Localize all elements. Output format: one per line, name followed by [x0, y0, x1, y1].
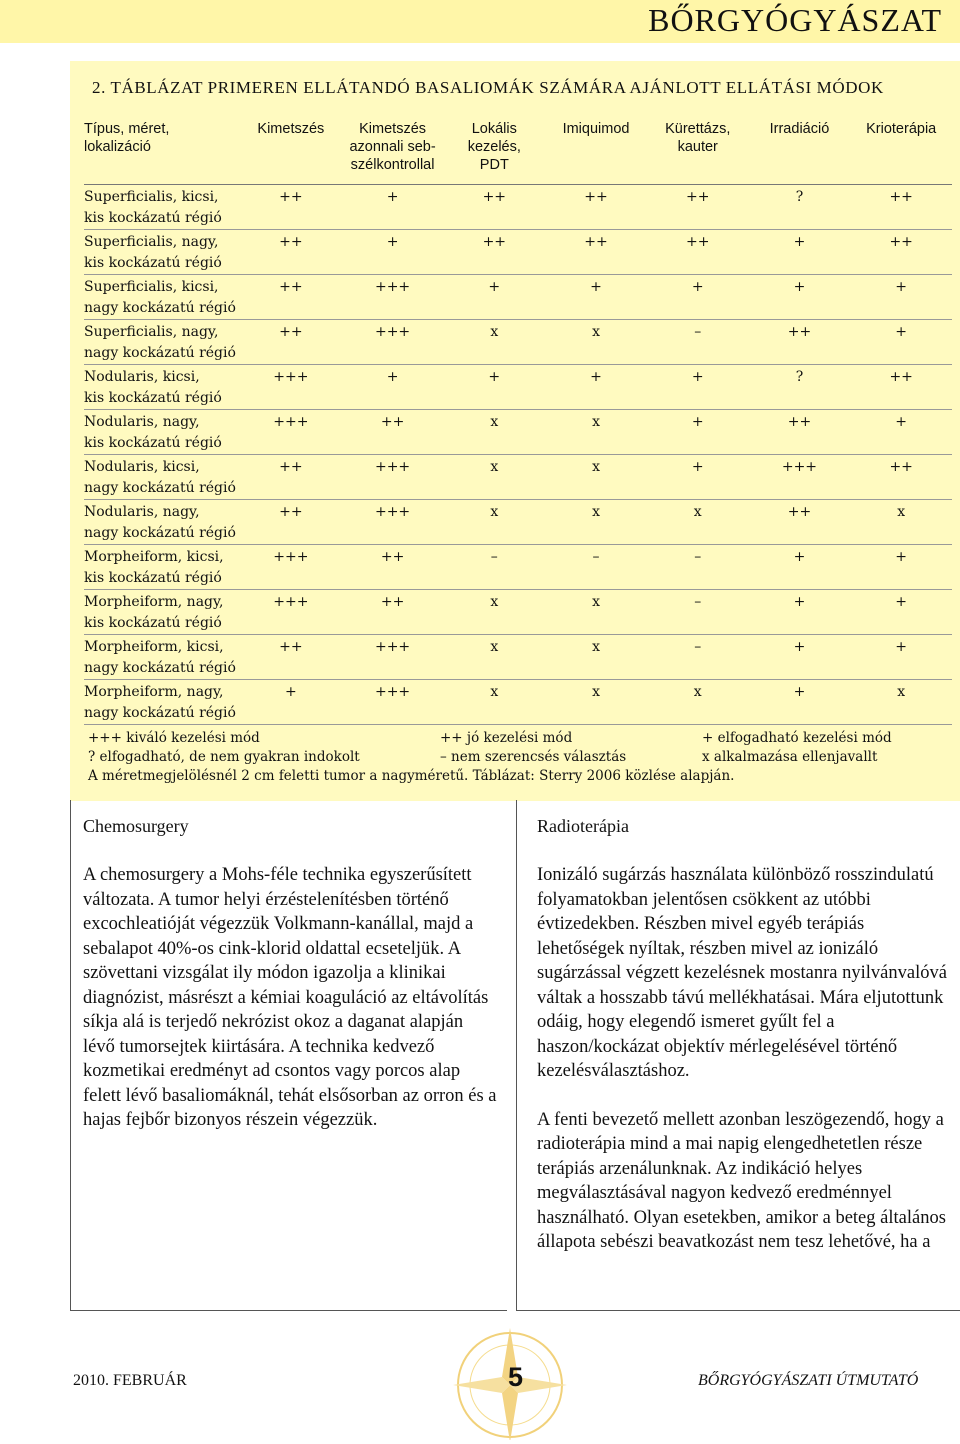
rating-cell: x [592, 414, 600, 430]
rating-cell: ++ [787, 414, 812, 430]
rating-cell: x [592, 639, 600, 655]
rating-cell: + [793, 594, 806, 610]
row-label: Superficialis, nagy, nagy kockázatú régió [84, 324, 236, 361]
rating-cell: x [592, 684, 600, 700]
rating-cell: – [490, 549, 498, 565]
table-row [84, 185, 952, 230]
row-label: Nodularis, nagy, nagy kockázatú régió [84, 504, 236, 541]
rating-cell: ++ [279, 639, 303, 655]
rating-cell: x [490, 504, 499, 520]
row-label: Superficialis, kicsi, kis kockázatú régió [84, 189, 222, 226]
rating-cell: + [895, 414, 908, 430]
page-number: 5 [508, 1362, 524, 1392]
rating-cell: x [592, 459, 600, 475]
rating-cell: x [490, 594, 499, 610]
rating-cell: + [895, 594, 908, 610]
rating-cell: +++ [374, 279, 411, 295]
rating-cell: +++ [374, 504, 411, 520]
rating-cell: x [490, 414, 499, 430]
row-label: Superficialis, kicsi, nagy kockázatú régió [84, 279, 236, 316]
legend-unfavorable: – nem szerencsés választás [440, 749, 627, 765]
rating-cell: x [693, 684, 702, 700]
rating-cell: +++ [374, 459, 411, 475]
rating-cell: + [691, 279, 704, 295]
rating-cell: +++ [273, 549, 309, 565]
column-header: Lokális kezelés, PDT [467, 121, 521, 173]
rating-cell: x [490, 459, 499, 475]
rating-cell: ++ [686, 189, 710, 205]
legend-questionable: ? elfogadható, de nem gyakran indokolt [88, 749, 360, 765]
table-note: A méretmegjelölésnél 2 cm feletti tumor a nagyméretű. Táblázat: Sterry 2006 közlése alapján. [88, 768, 735, 784]
radiotherapy-paragraph-2: A fenti bevezető mellett azonban leszögezendő, hogy a radioterápia mind a mai napig elengedhetetlen része terápiás arzenálunknak. Az indikáció helyes megválasztásával nagyon kedvező eredménnyel használható. Olyan esetekben, amikor a beteg általános állapota sebészi beavatkozást nem tesz lehetővé, ha a [537, 1109, 946, 1252]
rating-cell: ++ [482, 234, 507, 250]
rating-cell: ++ [279, 459, 303, 475]
table-row [84, 545, 952, 590]
rating-cell: + [590, 369, 602, 385]
rating-cell: + [386, 189, 399, 205]
rating-cell: ++ [686, 234, 710, 250]
rating-cell: – [694, 639, 702, 655]
rating-cell: ++ [279, 324, 303, 340]
rating-cell: + [895, 324, 908, 340]
rating-cell: x [897, 504, 906, 520]
rating-cell: ++ [889, 369, 913, 385]
table-row [84, 590, 952, 635]
column-header: Irradiáció [769, 121, 830, 137]
legend-excellent: +++ kiváló kezelési mód [88, 730, 260, 746]
rating-cell: x [490, 324, 499, 340]
header-bar [0, 0, 960, 43]
rating-cell: +++ [374, 324, 411, 340]
rating-cell: + [793, 549, 806, 565]
rating-cell: + [895, 639, 908, 655]
rating-cell: x [897, 684, 906, 700]
rating-cell: – [694, 549, 702, 565]
rating-cell: + [793, 639, 806, 655]
rating-cell: x [490, 684, 499, 700]
rating-cell: + [691, 369, 704, 385]
rating-cell: +++ [273, 369, 309, 385]
row-label: Nodularis, kicsi, kis kockázatú régió [84, 369, 222, 406]
rating-cell: + [691, 414, 704, 430]
rating-cell: ++ [889, 459, 913, 475]
table-legend [88, 730, 948, 787]
rating-cell: – [694, 324, 702, 340]
rating-cell: ? [795, 369, 804, 385]
rating-cell: ? [795, 189, 804, 205]
rating-cell: ++ [279, 279, 303, 295]
table-row [84, 230, 952, 275]
rating-cell: +++ [374, 639, 411, 655]
table-row [84, 275, 952, 320]
rating-cell: ++ [380, 414, 405, 430]
column-header: Krioterápia [866, 121, 937, 137]
issue-date: 2010. FEBRUÁR [73, 1372, 187, 1389]
table-header-row [84, 120, 952, 185]
rating-cell: + [793, 234, 806, 250]
radiotherapy-paragraph-1: Ionizáló sugárzás használata különböző rosszindulatú folyamatokban jelentősen csökkent az utóbbi évtizedekben. Részben mivel egyéb terápiás lehetőségek nyíltak, részben mivel az ionizáló sugárzással végzett kezelésnek mostanra nyilvánvalóvá váltak a hosszabb távú mellékhatásai. Mára eljutottunk odáig, hogy elegendő ismeret gyűlt fel a haszon/kockázat objektív mérlegelésével történő kezelésválasztáshoz. [537, 865, 947, 1081]
row-label: Nodularis, kicsi, nagy kockázatú régió [84, 459, 236, 496]
legend-contraindicated: x alkalmazása ellenjavallt [702, 749, 878, 765]
rating-cell: + [895, 279, 908, 295]
rating-cell: +++ [374, 684, 411, 700]
publication-name: BŐRGYÓGYÁSZATI ÚTMUTATÓ [698, 1372, 919, 1389]
rating-cell: – [592, 549, 600, 565]
row-label: Superficialis, nagy, kis kockázatú régió [84, 234, 222, 271]
rating-cell: ++ [787, 324, 812, 340]
row-label: Morpheiform, nagy, nagy kockázatú régió [84, 684, 236, 721]
table-row [84, 635, 952, 680]
column-header: Típus, méret, lokalizáció [84, 121, 170, 155]
rating-cell: x [592, 594, 600, 610]
rating-cell: ++ [889, 189, 913, 205]
rating-cell: x [490, 639, 499, 655]
rating-cell: + [590, 279, 602, 295]
rating-cell: ++ [279, 234, 303, 250]
rating-cell: ++ [380, 594, 405, 610]
rating-cell: + [386, 369, 399, 385]
rating-cell: ++ [482, 189, 507, 205]
table-row [84, 500, 952, 545]
rating-cell: ++ [584, 189, 608, 205]
chemosurgery-title: Chemosurgery [83, 816, 189, 836]
rating-cell: + [386, 234, 399, 250]
rating-cell: +++ [781, 459, 818, 475]
row-label: Nodularis, nagy, kis kockázatú régió [84, 414, 222, 451]
rating-cell: ++ [889, 234, 913, 250]
table-row [84, 410, 952, 455]
column-header: Kürettázs, kauter [665, 121, 731, 155]
rating-cell: + [793, 279, 806, 295]
table-row [84, 455, 952, 500]
column-header: Kimetszés [257, 121, 325, 137]
rating-cell: ++ [584, 234, 608, 250]
rating-cell: ++ [279, 504, 303, 520]
rating-cell: + [488, 279, 501, 295]
rating-cell: x [592, 504, 600, 520]
rating-cell: ++ [787, 504, 812, 520]
radiotherapy-title: Radioterápia [537, 816, 629, 836]
table-row [84, 320, 952, 365]
legend-good: ++ jó kezelési mód [440, 730, 573, 746]
rating-cell: +++ [273, 594, 309, 610]
chemosurgery-text: A chemosurgery a Mohs-féle technika egyszerűsített változata. A tumor helyi érzéstelenítésben történő excochleatióját végezzük Volkmann-kanállal, majd a sebalapot 40%-os cink-klorid oldattal ecseteljük. A szövettani vizsgálat ily módon igazolja a klinikai diagnózist, másrészt a kémiai koaguláció az eltávolítás síkja alá is terjedő nekrózist okoz a daganat alapján lévő tumorsejtek kiirtására. A technika kedvező kozmetikai eredményt ad csontos vagy porcos alap felett lévő basaliomáknál, tehát elsősorban az orron és a hajas fejbőr bizonyos részein végezzük. [83, 865, 497, 1130]
rating-cell: + [488, 369, 501, 385]
rating-cell: + [284, 684, 297, 700]
column-header: Imiquimod [562, 121, 630, 137]
table-row [84, 365, 952, 410]
rating-cell: x [693, 504, 702, 520]
rating-cell: + [793, 684, 806, 700]
column-header: Kimetszés azonnali seb- szélkontrollal [349, 121, 436, 173]
rating-cell: ++ [279, 189, 303, 205]
row-label: Morpheiform, nagy, kis kockázatú régió [84, 594, 224, 631]
radiotherapy-text [537, 863, 952, 1279]
rating-cell: ++ [380, 549, 405, 565]
table-row [84, 680, 952, 725]
legend-acceptable: + elfogadható kezelési mód [702, 730, 892, 746]
rating-cell: +++ [273, 414, 309, 430]
rating-cell: – [694, 594, 702, 610]
row-label: Morpheiform, kicsi, kis kockázatú régió [84, 549, 224, 586]
table-title: 2. TÁBLÁZAT PRIMEREN ELLÁTANDÓ BASALIOMÁK SZÁMÁRA AJÁNLOTT ELLÁTÁSI MÓDOK [92, 78, 884, 97]
section-title: BŐRGYÓGYÁSZAT [648, 2, 942, 38]
rating-cell: + [895, 549, 908, 565]
treatment-table [84, 120, 952, 725]
rating-cell: + [691, 459, 704, 475]
rating-cell: x [592, 324, 600, 340]
row-label: Morpheiform, kicsi, nagy kockázatú régió [84, 639, 236, 676]
